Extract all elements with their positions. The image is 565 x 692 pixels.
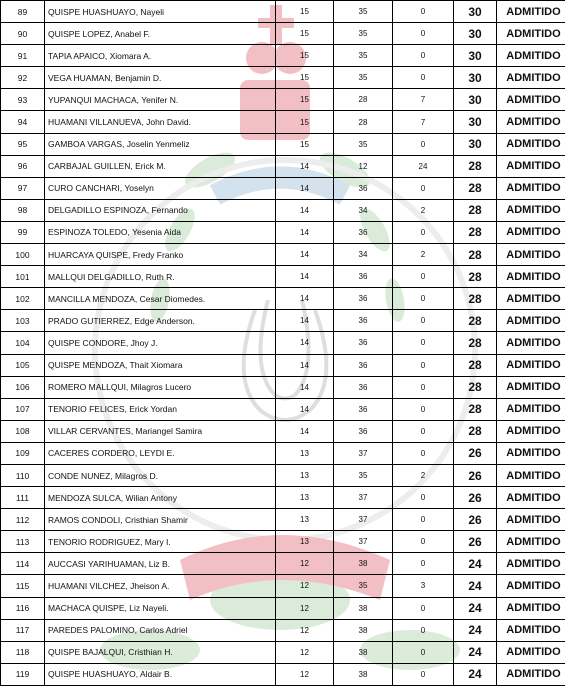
student-name: MACHACA QUISPE, Liz Nayeli. bbox=[45, 597, 276, 619]
score-column-2: 36 bbox=[334, 376, 393, 398]
total-score: 28 bbox=[454, 221, 497, 243]
score-column-1: 13 bbox=[276, 442, 334, 464]
admission-status: ADMITIDO bbox=[497, 354, 565, 376]
score-column-1: 13 bbox=[276, 531, 334, 553]
score-column-2: 28 bbox=[334, 111, 393, 133]
score-column-2: 35 bbox=[334, 45, 393, 67]
score-column-2: 35 bbox=[334, 575, 393, 597]
row-number: 91 bbox=[1, 45, 45, 67]
score-column-2: 36 bbox=[334, 310, 393, 332]
admission-status: ADMITIDO bbox=[497, 641, 565, 663]
student-name: TENORIO FELICES, Erick Yordan bbox=[45, 398, 276, 420]
row-number: 106 bbox=[1, 376, 45, 398]
score-column-2: 36 bbox=[334, 221, 393, 243]
row-number: 110 bbox=[1, 464, 45, 486]
score-column-2: 37 bbox=[334, 487, 393, 509]
table-row bbox=[1, 464, 565, 486]
total-score: 26 bbox=[454, 531, 497, 553]
total-score: 28 bbox=[454, 398, 497, 420]
row-number: 103 bbox=[1, 310, 45, 332]
table-row bbox=[1, 244, 565, 266]
score-column-1: 15 bbox=[276, 1, 334, 23]
student-name: QUISPE MENDOZA, Thait Xiomara bbox=[45, 354, 276, 376]
table-row bbox=[1, 442, 565, 464]
admission-status: ADMITIDO bbox=[497, 487, 565, 509]
score-column-3: 0 bbox=[393, 597, 454, 619]
admission-status: ADMITIDO bbox=[497, 1, 565, 23]
score-column-1: 12 bbox=[276, 553, 334, 575]
student-name: VEGA HUAMAN, Benjamin D. bbox=[45, 67, 276, 89]
score-column-3: 0 bbox=[393, 310, 454, 332]
score-column-2: 38 bbox=[334, 641, 393, 663]
admission-status: ADMITIDO bbox=[497, 509, 565, 531]
admission-status: ADMITIDO bbox=[497, 575, 565, 597]
score-column-2: 38 bbox=[334, 619, 393, 641]
total-score: 28 bbox=[454, 266, 497, 288]
table-row bbox=[1, 89, 565, 111]
admission-status: ADMITIDO bbox=[497, 619, 565, 641]
table-row bbox=[1, 221, 565, 243]
student-name: QUISPE LOPEZ, Anabel F. bbox=[45, 23, 276, 45]
table-row bbox=[1, 597, 565, 619]
total-score: 24 bbox=[454, 575, 497, 597]
table-row bbox=[1, 398, 565, 420]
total-score: 28 bbox=[454, 310, 497, 332]
score-column-2: 34 bbox=[334, 199, 393, 221]
student-name: TAPIA APAICO, Xiomara A. bbox=[45, 45, 276, 67]
score-column-2: 35 bbox=[334, 464, 393, 486]
score-column-3: 0 bbox=[393, 1, 454, 23]
row-number: 105 bbox=[1, 354, 45, 376]
score-column-2: 38 bbox=[334, 663, 393, 685]
total-score: 24 bbox=[454, 619, 497, 641]
score-column-3: 2 bbox=[393, 244, 454, 266]
score-column-1: 14 bbox=[276, 376, 334, 398]
score-column-3: 0 bbox=[393, 266, 454, 288]
score-column-1: 14 bbox=[276, 177, 334, 199]
row-number: 98 bbox=[1, 199, 45, 221]
score-column-2: 38 bbox=[334, 553, 393, 575]
score-column-3: 3 bbox=[393, 575, 454, 597]
score-column-2: 37 bbox=[334, 442, 393, 464]
score-column-2: 36 bbox=[334, 332, 393, 354]
score-column-3: 0 bbox=[393, 332, 454, 354]
row-number: 117 bbox=[1, 619, 45, 641]
score-column-2: 35 bbox=[334, 133, 393, 155]
table-row bbox=[1, 553, 565, 575]
total-score: 26 bbox=[454, 464, 497, 486]
score-column-2: 28 bbox=[334, 89, 393, 111]
score-column-1: 12 bbox=[276, 663, 334, 685]
score-column-1: 14 bbox=[276, 310, 334, 332]
admission-status: ADMITIDO bbox=[497, 133, 565, 155]
score-column-3: 0 bbox=[393, 398, 454, 420]
score-column-2: 37 bbox=[334, 531, 393, 553]
row-number: 96 bbox=[1, 155, 45, 177]
score-column-1: 15 bbox=[276, 45, 334, 67]
row-number: 89 bbox=[1, 1, 45, 23]
total-score: 24 bbox=[454, 663, 497, 685]
total-score: 30 bbox=[454, 45, 497, 67]
score-column-2: 36 bbox=[334, 420, 393, 442]
total-score: 28 bbox=[454, 155, 497, 177]
total-score: 30 bbox=[454, 89, 497, 111]
admission-status: ADMITIDO bbox=[497, 531, 565, 553]
total-score: 26 bbox=[454, 442, 497, 464]
score-column-1: 14 bbox=[276, 420, 334, 442]
score-column-1: 12 bbox=[276, 597, 334, 619]
admission-status: ADMITIDO bbox=[497, 663, 565, 685]
table-row bbox=[1, 509, 565, 531]
row-number: 107 bbox=[1, 398, 45, 420]
total-score: 28 bbox=[454, 177, 497, 199]
total-score: 30 bbox=[454, 23, 497, 45]
score-column-1: 14 bbox=[276, 354, 334, 376]
score-column-2: 35 bbox=[334, 23, 393, 45]
score-column-3: 0 bbox=[393, 376, 454, 398]
score-column-2: 36 bbox=[334, 288, 393, 310]
table-row bbox=[1, 531, 565, 553]
score-column-3: 0 bbox=[393, 641, 454, 663]
score-column-3: 0 bbox=[393, 221, 454, 243]
score-column-3: 7 bbox=[393, 111, 454, 133]
row-number: 99 bbox=[1, 221, 45, 243]
total-score: 26 bbox=[454, 487, 497, 509]
total-score: 28 bbox=[454, 288, 497, 310]
score-column-3: 0 bbox=[393, 553, 454, 575]
score-column-1: 13 bbox=[276, 487, 334, 509]
table-row bbox=[1, 663, 565, 685]
table-row bbox=[1, 155, 565, 177]
score-column-3: 0 bbox=[393, 177, 454, 199]
student-name: AUCCASI YARIHUAMAN, Liz B. bbox=[45, 553, 276, 575]
row-number: 118 bbox=[1, 641, 45, 663]
score-column-1: 14 bbox=[276, 155, 334, 177]
student-name: HUAMANI VILCHEZ, Jheison A. bbox=[45, 575, 276, 597]
score-column-1: 13 bbox=[276, 464, 334, 486]
admission-status: ADMITIDO bbox=[497, 420, 565, 442]
score-column-3: 0 bbox=[393, 45, 454, 67]
admission-status: ADMITIDO bbox=[497, 464, 565, 486]
admission-status: ADMITIDO bbox=[497, 442, 565, 464]
score-column-3: 0 bbox=[393, 133, 454, 155]
row-number: 114 bbox=[1, 553, 45, 575]
student-name: HUAMANI VILLANUEVA, John David. bbox=[45, 111, 276, 133]
table-row bbox=[1, 111, 565, 133]
admission-status: ADMITIDO bbox=[497, 45, 565, 67]
score-column-2: 36 bbox=[334, 398, 393, 420]
score-column-2: 34 bbox=[334, 244, 393, 266]
score-column-1: 12 bbox=[276, 619, 334, 641]
score-column-3: 0 bbox=[393, 354, 454, 376]
score-column-3: 0 bbox=[393, 509, 454, 531]
student-name: RAMOS CONDOLI, Cristhian Shamir bbox=[45, 509, 276, 531]
total-score: 30 bbox=[454, 67, 497, 89]
score-column-3: 0 bbox=[393, 531, 454, 553]
score-column-2: 37 bbox=[334, 509, 393, 531]
admission-status: ADMITIDO bbox=[497, 67, 565, 89]
student-name: PAREDES PALOMINO, Carlos Adriel bbox=[45, 619, 276, 641]
admission-status: ADMITIDO bbox=[497, 376, 565, 398]
score-column-3: 0 bbox=[393, 67, 454, 89]
student-name: HUARCAYA QUISPE, Fredy Franko bbox=[45, 244, 276, 266]
total-score: 24 bbox=[454, 597, 497, 619]
score-column-1: 14 bbox=[276, 221, 334, 243]
admission-status: ADMITIDO bbox=[497, 177, 565, 199]
total-score: 28 bbox=[454, 354, 497, 376]
admission-status: ADMITIDO bbox=[497, 310, 565, 332]
score-column-2: 36 bbox=[334, 177, 393, 199]
score-column-1: 15 bbox=[276, 133, 334, 155]
score-column-2: 12 bbox=[334, 155, 393, 177]
student-name: QUISPE CONDORE, Jhoy J. bbox=[45, 332, 276, 354]
student-name: MANCILLA MENDOZA, Cesar Diomedes. bbox=[45, 288, 276, 310]
score-column-1: 14 bbox=[276, 266, 334, 288]
total-score: 30 bbox=[454, 133, 497, 155]
row-number: 119 bbox=[1, 663, 45, 685]
score-column-1: 15 bbox=[276, 89, 334, 111]
score-column-3: 0 bbox=[393, 420, 454, 442]
score-column-1: 12 bbox=[276, 641, 334, 663]
row-number: 111 bbox=[1, 487, 45, 509]
admission-status: ADMITIDO bbox=[497, 199, 565, 221]
table-row bbox=[1, 575, 565, 597]
admission-status: ADMITIDO bbox=[497, 89, 565, 111]
total-score: 30 bbox=[454, 1, 497, 23]
student-name: VILLAR CERVANTES, Mariangel Samira bbox=[45, 420, 276, 442]
admission-status: ADMITIDO bbox=[497, 398, 565, 420]
row-number: 109 bbox=[1, 442, 45, 464]
student-name: CONDE NUNEZ, Milagros D. bbox=[45, 464, 276, 486]
admission-status: ADMITIDO bbox=[497, 266, 565, 288]
score-column-2: 36 bbox=[334, 354, 393, 376]
score-column-3: 0 bbox=[393, 619, 454, 641]
row-number: 92 bbox=[1, 67, 45, 89]
student-name: GAMBOA VARGAS, Joselin Yenmeliz bbox=[45, 133, 276, 155]
admission-status: ADMITIDO bbox=[497, 221, 565, 243]
student-name: CACERES CORDERO, LEYDI E. bbox=[45, 442, 276, 464]
admission-status: ADMITIDO bbox=[497, 332, 565, 354]
admission-status: ADMITIDO bbox=[497, 244, 565, 266]
table-row bbox=[1, 67, 565, 89]
table-row bbox=[1, 45, 565, 67]
score-column-1: 14 bbox=[276, 332, 334, 354]
row-number: 116 bbox=[1, 597, 45, 619]
row-number: 102 bbox=[1, 288, 45, 310]
table-row bbox=[1, 199, 565, 221]
table-row bbox=[1, 420, 565, 442]
student-name: CURO CANCHARI, Yoselyn bbox=[45, 177, 276, 199]
admission-status: ADMITIDO bbox=[497, 288, 565, 310]
student-name: QUISPE BAJALQUI, Cristhian H. bbox=[45, 641, 276, 663]
student-name: ESPINOZA TOLEDO, Yesenia Aida bbox=[45, 221, 276, 243]
score-column-1: 15 bbox=[276, 111, 334, 133]
table-row bbox=[1, 310, 565, 332]
student-name: QUISPE HUASHUAYO, Aldair B. bbox=[45, 663, 276, 685]
admission-status: ADMITIDO bbox=[497, 23, 565, 45]
score-column-3: 0 bbox=[393, 442, 454, 464]
row-number: 112 bbox=[1, 509, 45, 531]
table-row bbox=[1, 619, 565, 641]
student-name: CARBAJAL GUILLEN, Erick M. bbox=[45, 155, 276, 177]
admission-status: ADMITIDO bbox=[497, 111, 565, 133]
row-number: 90 bbox=[1, 23, 45, 45]
student-name: TENORIO RODRIGUEZ, Mary I. bbox=[45, 531, 276, 553]
table-row bbox=[1, 288, 565, 310]
student-name: DELGADILLO ESPINOZA, Fernando bbox=[45, 199, 276, 221]
student-name: MALLQUI DELGADILLO, Ruth R. bbox=[45, 266, 276, 288]
total-score: 28 bbox=[454, 244, 497, 266]
score-column-2: 35 bbox=[334, 67, 393, 89]
total-score: 24 bbox=[454, 553, 497, 575]
student-name: MENDOZA SULCA, Wilian Antony bbox=[45, 487, 276, 509]
row-number: 113 bbox=[1, 531, 45, 553]
total-score: 28 bbox=[454, 199, 497, 221]
score-column-2: 35 bbox=[334, 1, 393, 23]
score-column-1: 13 bbox=[276, 509, 334, 531]
score-column-1: 14 bbox=[276, 199, 334, 221]
table-row bbox=[1, 641, 565, 663]
score-column-1: 14 bbox=[276, 244, 334, 266]
score-column-3: 7 bbox=[393, 89, 454, 111]
score-column-1: 14 bbox=[276, 398, 334, 420]
total-score: 24 bbox=[454, 641, 497, 663]
score-column-3: 0 bbox=[393, 487, 454, 509]
score-column-3: 0 bbox=[393, 23, 454, 45]
row-number: 94 bbox=[1, 111, 45, 133]
row-number: 97 bbox=[1, 177, 45, 199]
score-column-2: 38 bbox=[334, 597, 393, 619]
row-number: 104 bbox=[1, 332, 45, 354]
table-row bbox=[1, 376, 565, 398]
total-score: 28 bbox=[454, 376, 497, 398]
admission-status: ADMITIDO bbox=[497, 597, 565, 619]
table-row bbox=[1, 487, 565, 509]
admission-status: ADMITIDO bbox=[497, 155, 565, 177]
row-number: 101 bbox=[1, 266, 45, 288]
student-name: PRADO GUTIERREZ, Edge Anderson. bbox=[45, 310, 276, 332]
score-column-3: 0 bbox=[393, 663, 454, 685]
admission-status: ADMITIDO bbox=[497, 553, 565, 575]
row-number: 100 bbox=[1, 244, 45, 266]
table-row bbox=[1, 354, 565, 376]
total-score: 26 bbox=[454, 509, 497, 531]
score-column-1: 12 bbox=[276, 575, 334, 597]
score-column-3: 2 bbox=[393, 199, 454, 221]
total-score: 28 bbox=[454, 420, 497, 442]
row-number: 93 bbox=[1, 89, 45, 111]
student-name: ROMERO MALLQUI, Milagros Lucero bbox=[45, 376, 276, 398]
score-column-3: 0 bbox=[393, 288, 454, 310]
score-column-2: 36 bbox=[334, 266, 393, 288]
score-column-1: 15 bbox=[276, 67, 334, 89]
student-name: YUPANQUI MACHACA, Yenifer N. bbox=[45, 89, 276, 111]
score-column-1: 14 bbox=[276, 288, 334, 310]
row-number: 108 bbox=[1, 420, 45, 442]
table-row bbox=[1, 266, 565, 288]
table-row bbox=[1, 332, 565, 354]
total-score: 28 bbox=[454, 332, 497, 354]
row-number: 95 bbox=[1, 133, 45, 155]
table-row bbox=[1, 177, 565, 199]
table-row bbox=[1, 23, 565, 45]
student-name: QUISPE HUASHUAYO, Nayeli bbox=[45, 1, 276, 23]
table-row bbox=[1, 133, 565, 155]
score-column-3: 24 bbox=[393, 155, 454, 177]
score-column-3: 2 bbox=[393, 464, 454, 486]
total-score: 30 bbox=[454, 111, 497, 133]
score-column-1: 15 bbox=[276, 23, 334, 45]
table-row bbox=[1, 1, 565, 23]
row-number: 115 bbox=[1, 575, 45, 597]
